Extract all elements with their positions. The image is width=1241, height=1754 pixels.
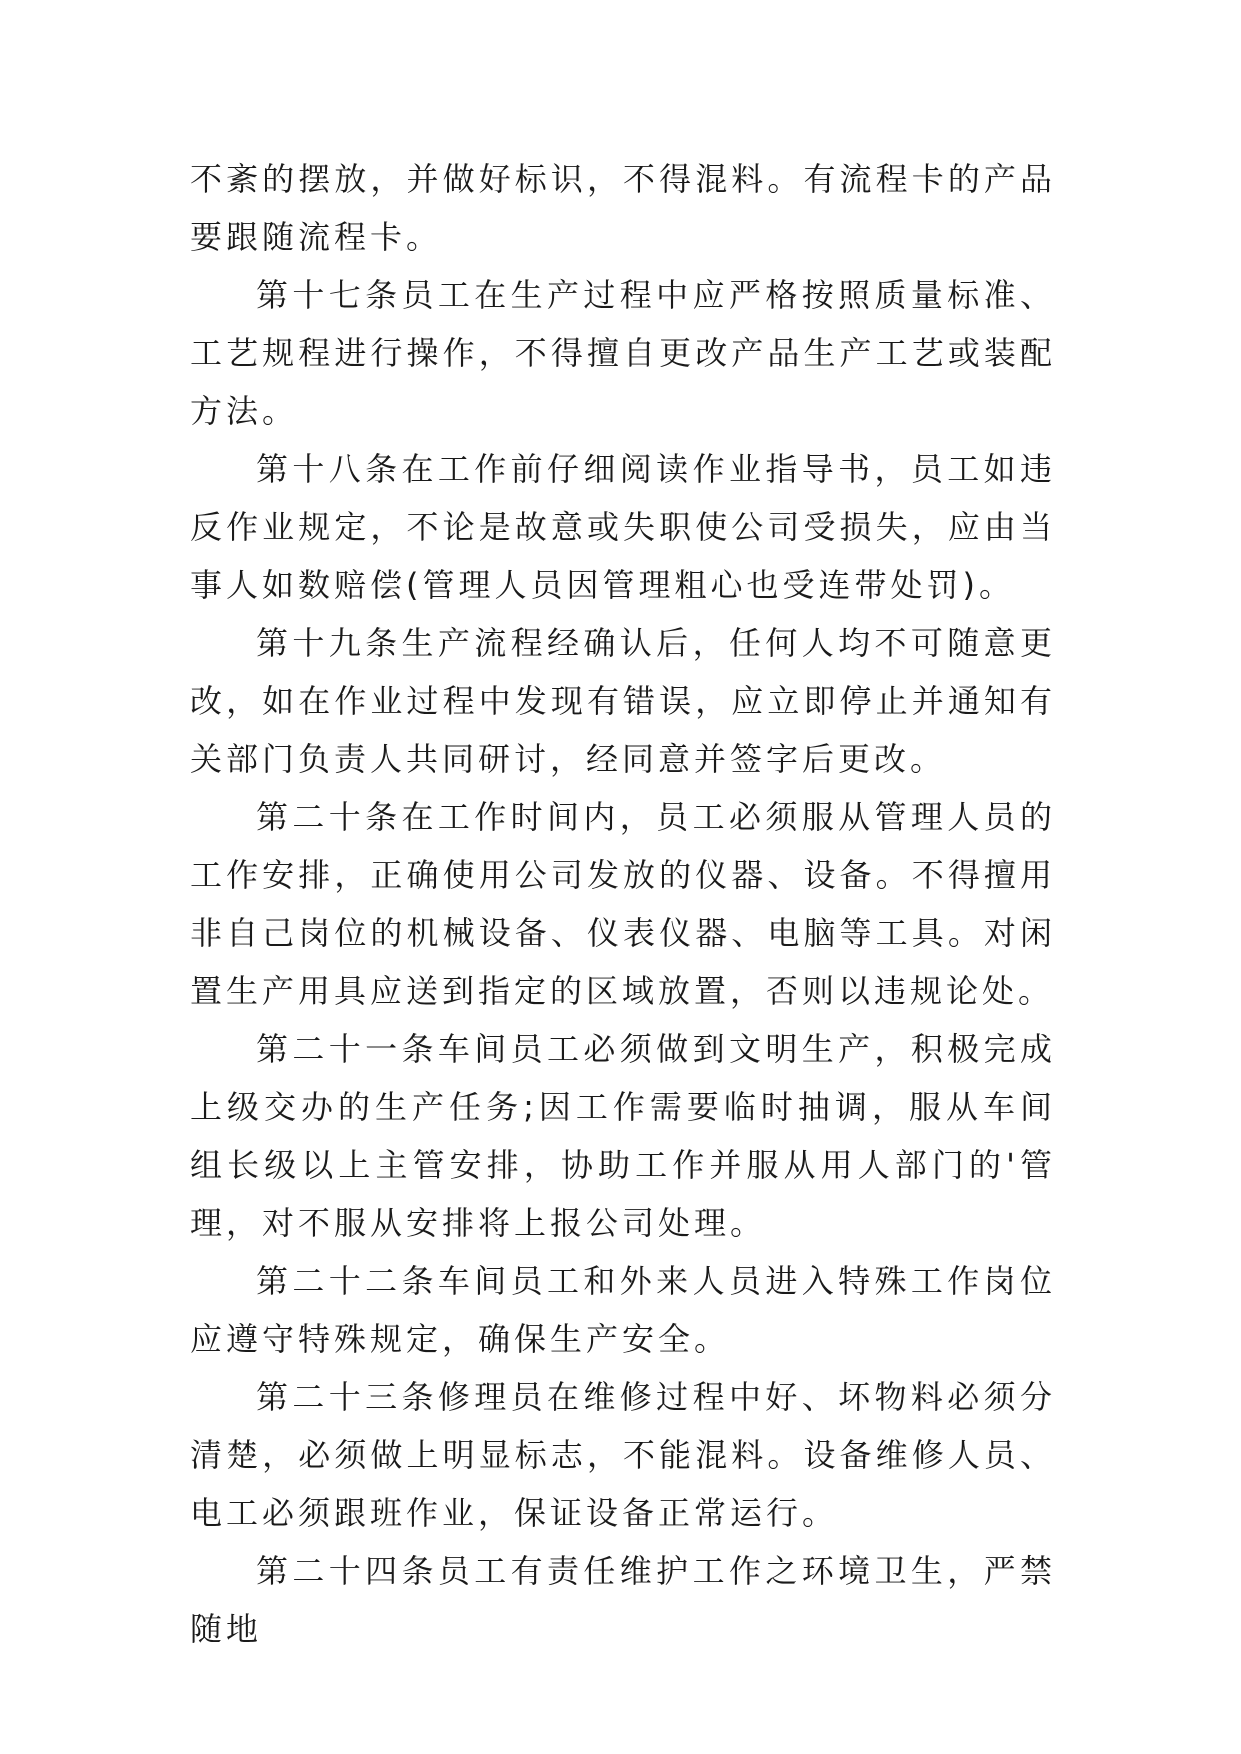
article-19-paragraph: 第十九条生产流程经确认后，任何人均不可随意更改，如在作业过程中发现有错误，应立即停止并通知有关部门负责人共同研讨，经同意并签字后更改。 (190, 624, 1056, 778)
article-18-paragraph: 第十八条在工作前仔细阅读作业指导书，员工如违反作业规定，不论是故意或失职使公司受损失，应由当事人如数赔偿(管理人员因管理粗心也受连带处罚)。 (190, 450, 1056, 604)
article-24-paragraph: 第二十四条员工有责任维护工作之环境卫生，严禁随地 (190, 1552, 1056, 1648)
article-21-paragraph: 第二十一条车间员工必须做到文明生产，积极完成上级交办的生产任务;因工作需要临时抽调，服从车间组长级以上主管安排，协助工作并服从用人部门的'管理，对不服从安排将上报公司处理。 (190, 1030, 1056, 1242)
article-17-paragraph: 第十七条员工在生产过程中应严格按照质量标准、工艺规程进行操作，不得擅自更改产品生产工艺或装配方法。 (190, 276, 1056, 430)
article-20-paragraph: 第二十条在工作时间内，员工必须服从管理人员的工作安排，正确使用公司发放的仪器、设备。不得擅用非自己岗位的机械设备、仪表仪器、电脑等工具。对闲置生产用具应送到指定的区域放置，否则以违规论处。 (190, 798, 1056, 1010)
document-body (190, 150, 1056, 1658)
article-22-paragraph: 第二十二条车间员工和外来人员进入特殊工作岗位应遵守特殊规定，确保生产安全。 (190, 1262, 1056, 1358)
article-23-paragraph: 第二十三条修理员在维修过程中好、坏物料必须分清楚，必须做上明显标志，不能混料。设备维修人员、电工必须跟班作业，保证设备正常运行。 (190, 1378, 1056, 1532)
paragraph-continued: 不紊的摆放，并做好标识，不得混料。有流程卡的产品要跟随流程卡。 (190, 160, 1056, 256)
